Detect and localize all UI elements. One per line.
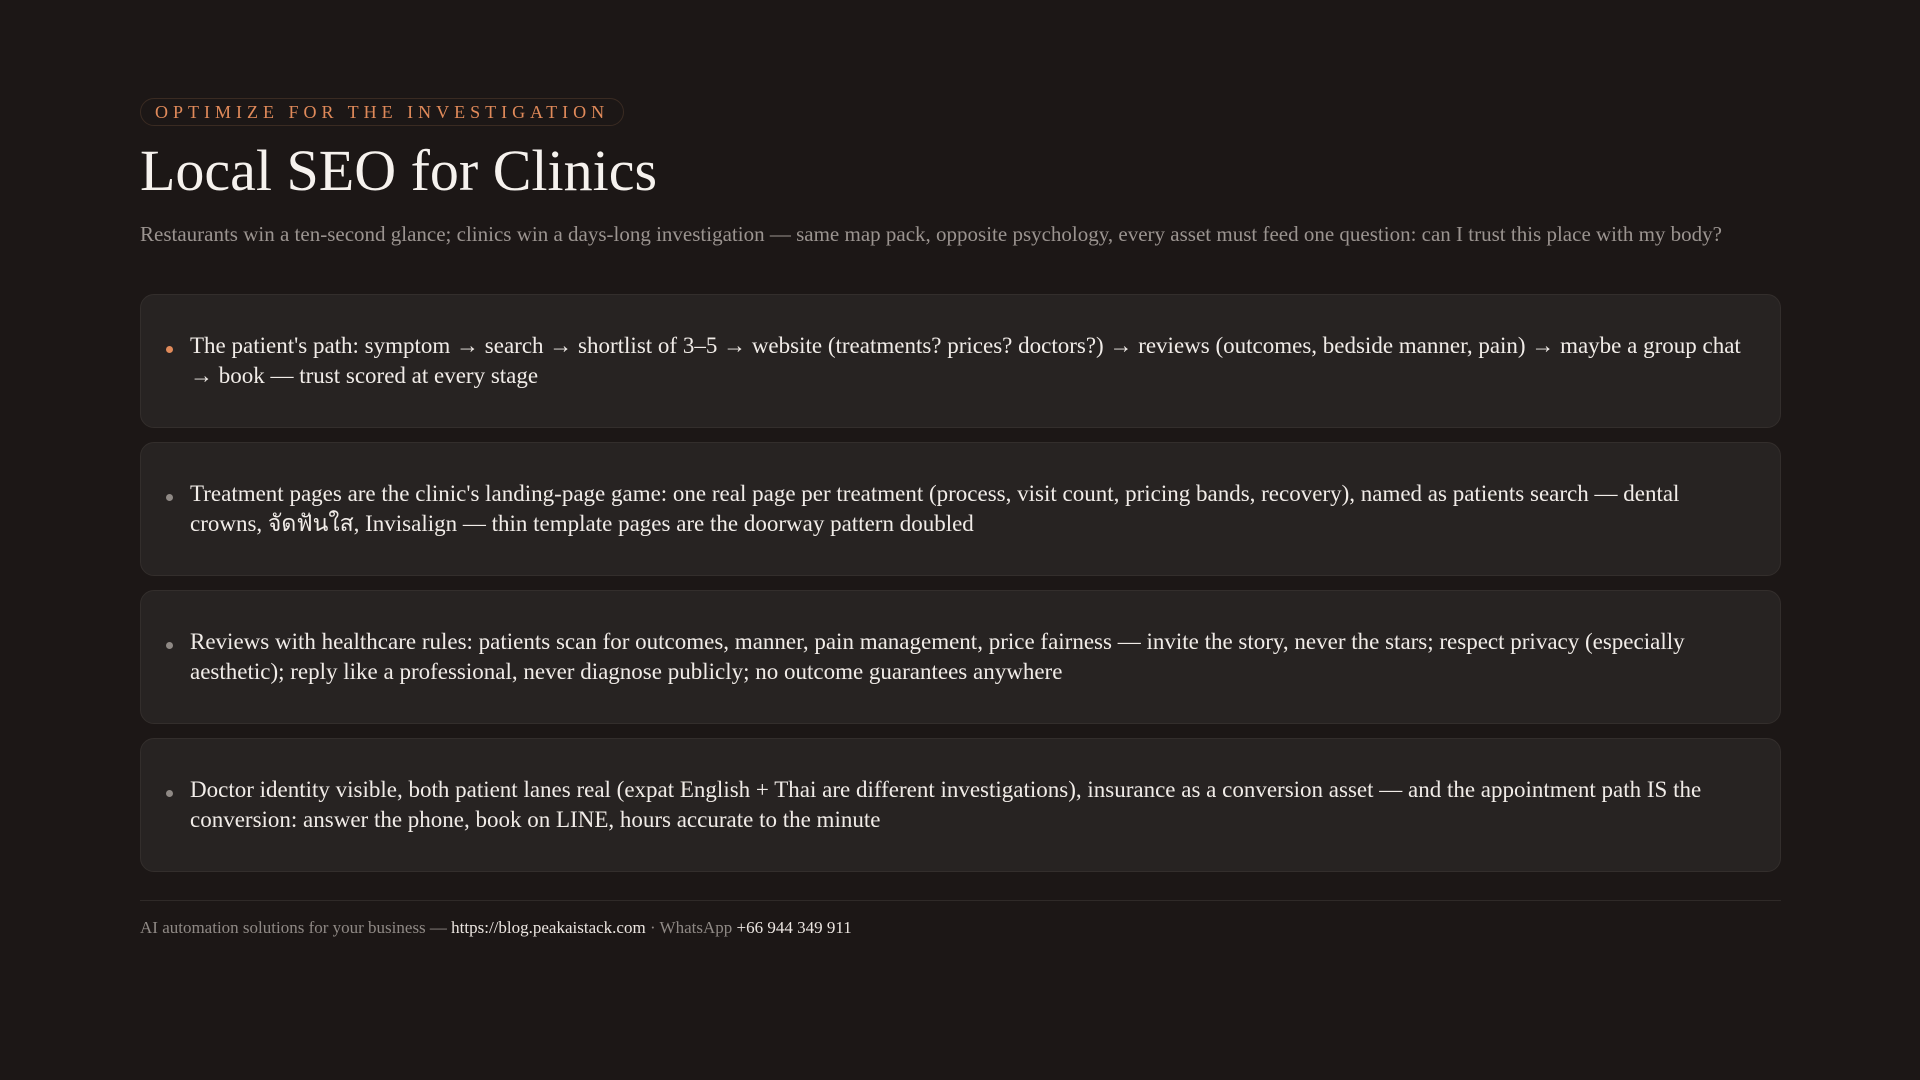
point-text: The patient's path: symptom → search → shortlist of 3–5 → website (treatments? prices? doctors?) → reviews (outcomes, bedside manner, pain) → maybe a group chat → book — trust scored at every stage [190, 333, 1741, 388]
point-card [140, 294, 1781, 428]
whatsapp-number[interactable]: +66 944 349 911 [736, 918, 852, 937]
point-card [140, 738, 1781, 872]
bullet-dot-icon [166, 346, 173, 353]
bullet-dot-icon [166, 642, 173, 649]
point-text: Reviews with healthcare rules: patients scan for outcomes, manner, pain management, price fairness — invite the story, never the stars; respect privacy (especially aesthetic); reply like a professional, never diagnose publicly; no outcome guarantees anywhere [190, 629, 1685, 684]
points-list [140, 294, 1781, 872]
footer-prefix: AI automation solutions for your business — [140, 918, 452, 937]
bullet-dot-icon [166, 494, 173, 501]
page-subtitle: Restaurants win a ten-second glance; clinics win a days-long investigation — same map pack, opposite psychology, every asset must feed one question: can I trust this place with my body? [140, 222, 1723, 246]
footer-separator: · WhatsApp [645, 918, 737, 937]
eyebrow-badge: OPTIMIZE FOR THE INVESTIGATION [140, 98, 624, 126]
blog-link[interactable]: https://blog.peakaistack.com [451, 918, 646, 937]
footer [140, 917, 1781, 939]
point-card [140, 442, 1781, 576]
slide [140, 98, 1781, 939]
page-title: Local SEO for Clinics [140, 138, 658, 203]
point-text: Treatment pages are the clinic's landing-page game: one real page per treatment (process, visit count, pricing bands, recovery), named as patients search — dental crowns, จัดฟันใส, Invisalign — thin template pages are the doorway pattern doubled [190, 481, 1680, 536]
bullet-dot-icon [166, 790, 173, 797]
point-card [140, 590, 1781, 724]
footer-divider [140, 900, 1781, 901]
point-text: Doctor identity visible, both patient lanes real (expat English + Thai are different investigations), insurance as a conversion asset — and the appointment path IS the conversion: answer the phone, book on LINE, hours accurate to the minute [190, 777, 1702, 832]
